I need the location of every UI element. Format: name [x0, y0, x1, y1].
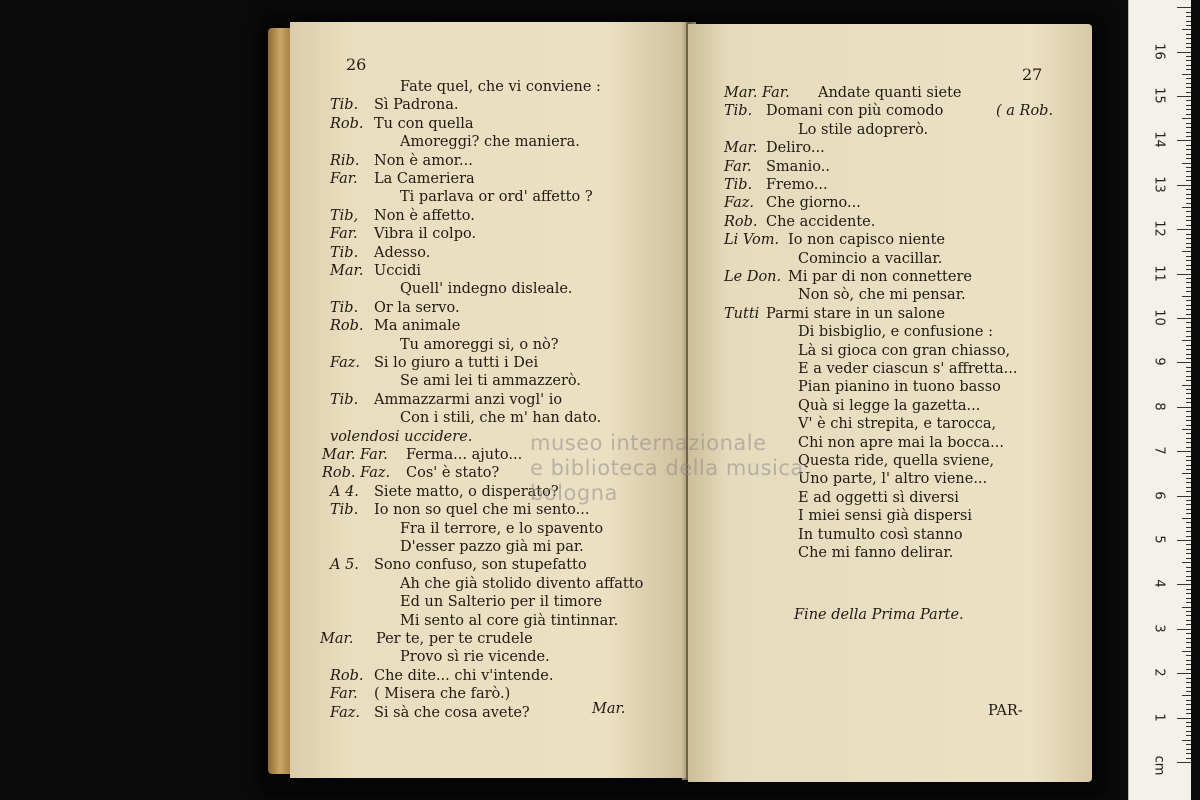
ruler-tick [1177, 318, 1191, 319]
speaker-label: Rib. [330, 152, 360, 169]
ruler-tick [1186, 438, 1191, 439]
ruler-tick [1186, 100, 1191, 101]
speaker-label: Tib. [724, 177, 753, 193]
ruler-tick [1186, 314, 1191, 315]
speaker-label: Rob. [724, 213, 758, 230]
ruler-tick [1186, 602, 1191, 603]
speaker-label: Mar. [330, 263, 364, 279]
verse-line: Amoreggi? che maniera. [400, 134, 580, 151]
ruler-tick [1177, 185, 1191, 186]
ruler-tick [1186, 87, 1191, 88]
ruler-tick [1186, 713, 1191, 714]
verse-line: Chi non apre mai la bocca... [798, 434, 1005, 451]
verse-line: Si sà che cosa avete? [374, 704, 530, 721]
speaker-label: Far. [330, 226, 358, 243]
ruler-tick [1186, 678, 1191, 679]
ruler-tick [1186, 611, 1191, 612]
ruler-label: 10 [1151, 309, 1167, 326]
speaker-label: Rob. Faz. [322, 465, 391, 482]
ruler-tick [1186, 620, 1191, 621]
ruler-tick [1186, 198, 1191, 199]
ruler-tick [1182, 296, 1191, 297]
ruler-tick [1186, 56, 1191, 57]
ruler-tick [1186, 265, 1191, 266]
ruler-tick [1182, 473, 1191, 474]
speaker-label: A 5. [330, 557, 359, 574]
ruler-tick [1182, 207, 1191, 208]
ruler-tick [1186, 105, 1191, 106]
page-number-left: 26 [346, 55, 367, 74]
ruler-tick [1186, 522, 1191, 523]
verse-line: Che giorno... [766, 195, 861, 212]
verse-line: Andate quanti siete [818, 85, 962, 101]
speaker-label: Mar. Far. [724, 85, 790, 101]
ruler-tick [1186, 456, 1191, 457]
ruler-tick [1186, 43, 1191, 44]
ruler-tick [1186, 482, 1191, 483]
verse-line: Che mi fanno delirar. [798, 545, 954, 561]
measuring-ruler [1128, 0, 1191, 800]
ruler-tick [1186, 567, 1191, 568]
speaker-label: Li Vom. [724, 232, 780, 249]
ruler-tick [1186, 664, 1191, 665]
verse-line: Ed un Salterio per il timore [400, 594, 603, 611]
speaker-label: A 4. [330, 483, 359, 500]
ruler-tick [1186, 16, 1191, 17]
ruler-label: 2 [1151, 668, 1167, 677]
speaker-label: Tib. [330, 502, 359, 519]
ruler-tick [1186, 180, 1191, 181]
speaker-label: Rob. [330, 318, 364, 335]
ruler-tick [1186, 571, 1191, 572]
ruler-tick [1177, 673, 1191, 674]
ruler-tick [1186, 700, 1191, 701]
ruler-tick [1182, 518, 1191, 519]
ruler-tick [1186, 549, 1191, 550]
verse-line: La Cameriera [374, 171, 475, 187]
verse-line: In tumulto così stanno [798, 526, 963, 543]
ruler-label: 7 [1151, 446, 1167, 455]
ruler-label: 3 [1151, 624, 1167, 633]
ruler-tick [1186, 487, 1191, 488]
ruler-tick [1186, 758, 1191, 759]
ruler-tick [1186, 216, 1191, 217]
ruler-tick [1186, 345, 1191, 346]
ruler-tick [1186, 536, 1191, 537]
verse-line: Io non so quel che mi sento... [374, 502, 590, 519]
ruler-tick [1182, 651, 1191, 652]
verse-line: E a veder ciascun s' affretta... [798, 361, 1018, 377]
ruler-tick [1186, 123, 1191, 124]
ruler-unit: cm [1151, 755, 1167, 776]
ruler-label: 14 [1151, 131, 1167, 149]
speaker-label: Tutti [724, 305, 760, 322]
ruler-tick [1186, 491, 1191, 492]
ruler-tick [1186, 687, 1191, 688]
ruler-tick [1186, 269, 1191, 270]
ruler-tick [1186, 469, 1191, 470]
ruler-tick [1186, 194, 1191, 195]
speaker-label: Mar. [320, 631, 354, 647]
verse-line: Là si gioca con gran chiasso, [798, 342, 1011, 359]
ruler-tick [1177, 718, 1191, 719]
verse-line: Adesso. [374, 244, 431, 261]
speaker-label: Far. [724, 158, 752, 175]
ruler-tick [1186, 749, 1191, 750]
ruler-tick [1186, 447, 1191, 448]
ruler-tick [1186, 442, 1191, 443]
verse-line: ( Misera che farò.) [374, 686, 511, 703]
verse-line: Siete matto, o disperato? [374, 483, 559, 500]
ruler-tick [1186, 593, 1191, 594]
ruler-tick [1182, 385, 1191, 386]
ruler-tick [1186, 633, 1191, 634]
ruler-tick [1177, 496, 1191, 497]
ruler-tick [1186, 638, 1191, 639]
verse-line: D'esser pazzo già mi par. [400, 539, 584, 555]
ruler-tick [1186, 331, 1191, 332]
ruler-tick [1186, 371, 1191, 372]
ruler-tick [1177, 451, 1191, 452]
ruler-tick [1186, 411, 1191, 412]
ruler-label: 15 [1151, 87, 1167, 104]
verse-line: Sì Padrona. [374, 97, 459, 114]
ruler-tick [1186, 69, 1191, 70]
ruler-label: 9 [1151, 357, 1167, 367]
ruler-tick [1186, 34, 1191, 35]
verse-line: Cos' è stato? [406, 465, 500, 482]
ruler-tick [1177, 52, 1191, 53]
verse-line: Di bisbiglio, e confusione : [798, 324, 993, 341]
ruler-tick [1186, 402, 1191, 403]
ruler-tick [1186, 287, 1191, 288]
ruler-tick [1186, 460, 1191, 461]
ruler-tick [1177, 362, 1191, 363]
verse-line: Lo stile adoprerò. [798, 121, 929, 138]
ruler-tick [1186, 615, 1191, 616]
verse-line: Io non capisco niente [788, 232, 945, 249]
catchword-left: Mar. [592, 701, 626, 717]
ruler-tick [1186, 309, 1191, 310]
ruler-tick [1186, 12, 1191, 13]
verse-line: Fate quel, che vi conviene : [400, 79, 601, 95]
verse-line: Smanio.. [766, 158, 830, 175]
verse-line: Tu amoreggi si, o nò? [400, 336, 559, 353]
ruler-tick [1186, 167, 1191, 168]
page-number-right: 27 [1022, 65, 1043, 84]
verse-line: Parmi stare in un salone [766, 305, 945, 322]
ruler-tick [1186, 704, 1191, 705]
ruler-tick [1182, 74, 1191, 75]
ruler-tick [1186, 256, 1191, 257]
right-page [688, 24, 1092, 782]
ruler-tick [1186, 158, 1191, 159]
ruler-tick [1186, 238, 1191, 239]
ruler-tick [1186, 225, 1191, 226]
ruler-tick [1186, 114, 1191, 115]
ruler-tick [1186, 531, 1191, 532]
catchword-right: PAR- [988, 703, 1023, 719]
verse-line: Ah che già stolido divento affatto [400, 575, 644, 592]
ruler-tick [1186, 109, 1191, 110]
verse-line: Pian pianino in tuono basso [798, 379, 1001, 396]
speaker-label: Tib. [330, 244, 359, 261]
verse-line: Mi sento al core già tintinnar. [400, 612, 619, 629]
ruler-label: 5 [1151, 535, 1167, 544]
verse-line: Per te, per te crudele [376, 631, 533, 647]
ruler-tick [1186, 509, 1191, 510]
ruler-tick [1177, 140, 1191, 141]
ruler-tick [1186, 420, 1191, 421]
verse-line: Non è affetto. [374, 207, 475, 224]
ruler-tick [1186, 47, 1191, 48]
ruler-tick [1186, 735, 1191, 736]
ruler-tick [1186, 149, 1191, 150]
speaker-label: Le Don. [724, 269, 782, 285]
ruler-tick [1186, 336, 1191, 337]
verse-line: Comincio a vacillar. [798, 250, 943, 267]
ruler-tick [1182, 251, 1191, 252]
ruler-label: 16 [1151, 42, 1167, 60]
verse-line: Fremo... [766, 177, 828, 193]
ruler-tick [1186, 433, 1191, 434]
ruler-tick [1186, 544, 1191, 545]
ruler-tick [1186, 291, 1191, 292]
speaker-label: Faz. [330, 355, 360, 371]
verse-line: Questa ride, quella sviene, [798, 453, 995, 469]
ruler-tick [1182, 695, 1191, 696]
ruler-tick [1186, 300, 1191, 301]
verse-line: Fra il terrore, e lo spavento [400, 520, 604, 537]
ruler-tick [1186, 669, 1191, 670]
ruler-tick [1186, 154, 1191, 155]
ruler-tick [1186, 322, 1191, 323]
ruler-label: 12 [1151, 220, 1167, 237]
ruler-label: 11 [1151, 264, 1167, 282]
ruler-tick [1182, 562, 1191, 563]
ruler-tick [1186, 709, 1191, 710]
ruler-tick [1186, 598, 1191, 599]
ruler-tick [1182, 29, 1191, 30]
verse-line: Con i stili, che m' han dato. [400, 410, 602, 427]
verse-line: Quà si legge la gazetta... [798, 397, 981, 414]
verse-line: Uccidi [374, 263, 422, 279]
ruler-tick [1186, 327, 1191, 328]
ruler-tick [1186, 60, 1191, 61]
verse-line: Provo sì rie vicende. [400, 649, 550, 666]
speaker-label: Far. [330, 171, 358, 187]
ruler-tick [1186, 553, 1191, 554]
stage-direction: ( a Rob. [996, 103, 1054, 120]
ruler-tick [1186, 376, 1191, 377]
ruler-tick [1186, 92, 1191, 93]
ruler-tick [1186, 731, 1191, 732]
verse-line: Non è amor... [374, 152, 473, 169]
ruler-tick [1186, 21, 1191, 22]
ruler-tick [1186, 367, 1191, 368]
speaker-label: Tib. [330, 299, 359, 316]
speaker-label: Tib, [330, 207, 359, 224]
ruler-tick [1186, 576, 1191, 577]
speaker-label: Rob. [330, 667, 364, 684]
ruler-tick [1186, 527, 1191, 528]
ruler-tick [1186, 171, 1191, 172]
ruler-tick [1186, 38, 1191, 39]
watermark-line-3: bologna [530, 481, 618, 505]
ruler-tick [1186, 393, 1191, 394]
ruler-tick [1186, 589, 1191, 590]
verse-line: I miei sensi già dispersi [798, 508, 973, 525]
speaker-label: Tib. [330, 97, 359, 114]
ruler-tick [1182, 429, 1191, 430]
ruler-tick [1177, 629, 1191, 630]
ruler-tick [1186, 78, 1191, 79]
ruler-tick [1186, 660, 1191, 661]
verse-line: Deliro... [766, 140, 825, 157]
watermark-line-2: e biblioteca della musica [530, 456, 804, 480]
verse-line: E ad oggetti sì diversi [798, 489, 959, 506]
ruler-tick [1186, 203, 1191, 204]
ruler-tick [1182, 740, 1191, 741]
ruler-tick [1186, 349, 1191, 350]
speaker-label: Tib. [724, 103, 753, 120]
ruler-tick [1186, 132, 1191, 133]
ruler-tick [1186, 305, 1191, 306]
speaker-label: Faz. [724, 195, 754, 212]
ruler-tick [1186, 647, 1191, 648]
ruler-tick [1186, 282, 1191, 283]
ruler-tick [1186, 260, 1191, 261]
ruler-tick [1186, 247, 1191, 248]
verse-line: V' è chi strepita, e tarocca, [798, 416, 997, 433]
verse-line: Che dite... chi v'intende. [374, 667, 554, 684]
ruler-tick [1186, 65, 1191, 66]
verse-line: Ferma... ajuto... [406, 447, 523, 463]
ruler-tick [1186, 145, 1191, 146]
ruler-tick [1186, 624, 1191, 625]
ruler-tick [1186, 398, 1191, 399]
watermark-line-1: museo internazionale [530, 431, 767, 455]
ruler-tick [1186, 500, 1191, 501]
verse-line: Or la servo. [374, 299, 460, 316]
ruler-tick [1186, 655, 1191, 656]
ruler-label: 8 [1151, 402, 1167, 411]
ruler-tick [1186, 726, 1191, 727]
ruler-tick [1186, 580, 1191, 581]
verse-line: Vibra il colpo. [374, 226, 477, 243]
ruler-tick [1186, 189, 1191, 190]
verse-line: Tu con quella [374, 115, 474, 132]
verse-line: Ti parlava or ord' affetto ? [400, 189, 593, 206]
speaker-label: Rob. [330, 115, 364, 132]
speaker-label: Mar. Far. [322, 447, 388, 463]
ruler-tick [1177, 584, 1191, 585]
ruler-tick [1186, 25, 1191, 26]
ruler-tick [1177, 96, 1191, 97]
ruler-tick [1186, 243, 1191, 244]
ruler-tick [1186, 425, 1191, 426]
verse-line: Uno parte, l' altro viene... [798, 471, 988, 488]
verse-line: Mi par di non connettere [788, 269, 972, 285]
ruler-tick [1186, 211, 1191, 212]
ruler-tick [1186, 278, 1191, 279]
ruler-tick [1186, 416, 1191, 417]
ruler-tick [1186, 358, 1191, 359]
ruler-tick [1186, 478, 1191, 479]
ruler-tick [1186, 691, 1191, 692]
left-page [290, 22, 686, 778]
closing-line: Fine della Prima Parte. [794, 607, 964, 623]
ruler-tick [1177, 274, 1191, 275]
ruler-tick [1177, 7, 1191, 8]
ruler-tick [1177, 540, 1191, 541]
verse-line: Ammazzarmi anzi vogl' io [374, 391, 563, 408]
ruler-tick [1177, 407, 1191, 408]
ruler-tick [1186, 513, 1191, 514]
ruler-tick [1177, 762, 1191, 763]
ruler-tick [1186, 176, 1191, 177]
verse-line: Si lo giuro a tutti i Dei [374, 355, 539, 371]
ruler-tick [1177, 229, 1191, 230]
ruler-tick [1186, 642, 1191, 643]
verse-line: Se ami lei ti ammazzerò. [400, 373, 581, 390]
ruler-tick [1186, 127, 1191, 128]
speaker-label: Far. [330, 686, 358, 703]
ruler-label: 1 [1151, 712, 1167, 722]
speaker-label: Mar. [724, 140, 758, 157]
verse-line: Che accidente. [766, 213, 876, 230]
verse-line: volendosi uccidere. [330, 428, 473, 445]
verse-line: Non sò, che mi pensar. [798, 287, 966, 304]
speaker-label: Faz. [330, 704, 360, 721]
ruler-tick [1182, 118, 1191, 119]
ruler-tick [1182, 607, 1191, 608]
ruler-tick [1186, 380, 1191, 381]
ruler-tick [1186, 220, 1191, 221]
ruler-tick [1186, 753, 1191, 754]
verse-line: Sono confuso, son stupefatto [374, 557, 587, 574]
ruler-tick [1186, 234, 1191, 235]
ruler-tick [1186, 83, 1191, 84]
ruler-tick [1186, 389, 1191, 390]
ruler-label: 4 [1151, 579, 1167, 589]
ruler-tick [1186, 465, 1191, 466]
ruler-label: 6 [1151, 490, 1167, 500]
speaker-label: Tib. [330, 391, 359, 408]
ruler-tick [1186, 354, 1191, 355]
ruler-tick [1186, 504, 1191, 505]
ruler-tick [1182, 163, 1191, 164]
ruler-tick [1182, 340, 1191, 341]
ruler-tick [1186, 744, 1191, 745]
verse-line: Quell' indegno disleale. [400, 281, 573, 298]
ruler-tick [1186, 558, 1191, 559]
verse-line: Domani con più comodo [766, 103, 944, 120]
ruler-tick [1186, 136, 1191, 137]
ruler-label: 13 [1151, 176, 1167, 193]
ruler-tick [1186, 722, 1191, 723]
ruler-tick [1186, 682, 1191, 683]
verse-line: Ma animale [374, 318, 461, 335]
